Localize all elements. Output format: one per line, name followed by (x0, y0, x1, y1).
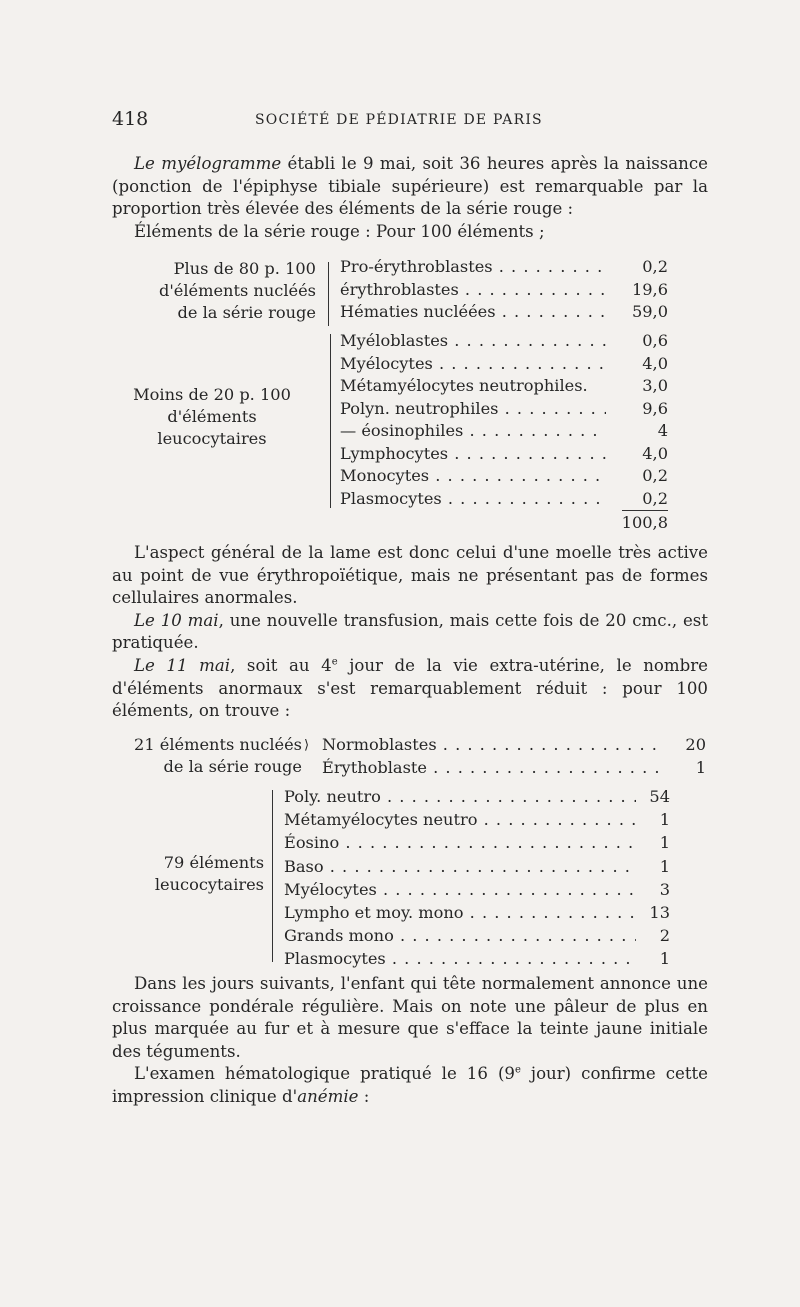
date-month: mai (187, 610, 219, 630)
table-row-label: Érythoblaste . . . (322, 757, 660, 779)
group-label-line: d'éléments (167, 407, 257, 426)
running-title: SOCIÉTÉ DE PÉDIATRIE DE PARIS (255, 112, 543, 128)
table-row-value: 1 (659, 833, 670, 853)
table-row-label: Plasmocytes . . . (340, 488, 606, 510)
paragraph-text: : (358, 1086, 370, 1106)
paragraph-text: jour) confirme cette impression clinique d' (112, 1064, 708, 1106)
group-label-line: de la série rouge (163, 757, 302, 776)
table-row-value: 4,0 (642, 443, 668, 463)
table-row-value: 54 (649, 787, 670, 806)
group-label-line: de la série rouge (177, 303, 316, 322)
table1-white-group-label (106, 384, 318, 450)
table-row-value: 3,0 (642, 376, 668, 395)
page-number: 418 (112, 108, 149, 130)
group-label-line: leucocytaires (154, 875, 264, 894)
table-row-label: Myéloblastes . . . (340, 330, 606, 352)
table-row-value: 1 (695, 757, 706, 777)
date-lead: Le 11 (134, 655, 188, 675)
table-row-value: 1 (659, 949, 670, 969)
date-lead: Le 10 (134, 610, 182, 630)
paragraph-text: L'examen hématologique pratiqué le 16 (9 (134, 1064, 515, 1084)
intro-italic-lead: Le myélogramme (134, 154, 282, 173)
table-row-value: 3 (659, 879, 670, 899)
table1-red-brace (328, 262, 329, 326)
table2-red-group-label (112, 734, 302, 778)
table-row-label: Pro-érythroblastes . . . (340, 256, 606, 278)
body-paragraphs-2 (112, 973, 708, 1109)
table-row-label: Baso . . . (284, 856, 636, 878)
paragraph-may-11 (112, 655, 708, 723)
body-paragraphs-1 (112, 542, 708, 723)
table-row-label: Poly. neutro . . . (284, 786, 636, 808)
group-label-line: Plus de 80 p. 100 (173, 259, 316, 278)
table-row-label: Métamyélocytes neutro . . . (284, 809, 636, 831)
table2-white-brace (272, 790, 273, 962)
table-row-value: 0,6 (642, 331, 668, 350)
paragraph-general-aspect: L'aspect général de la lame est donc celui d'une moelle très active au point de vue érythropoïétique, mais ne présentant pas de formes cellulaires anormales. (112, 543, 708, 608)
superscript: e (514, 1064, 521, 1076)
table-row-label: Monocytes . . . (340, 465, 606, 487)
paragraph-hematology-exam (112, 1063, 708, 1108)
superscript: e (331, 656, 338, 668)
table-row-label: Lympho et moy. mono . . . (284, 902, 636, 924)
date-month: mai (199, 655, 231, 675)
paragraph-text: jour de la vie extra-utérine, le nombre d'éléments anormaux s'est remarquablement réduit : pour 100 éléments, on trouve : (112, 655, 709, 721)
table2-white-group-label (112, 852, 264, 896)
group-label-line: d'éléments nucléés (158, 281, 316, 300)
table-row-label: Grands mono . . . (284, 925, 636, 947)
table-row-label: Hématies nucléées . . . (340, 301, 606, 323)
table-row-value: 0,2 (642, 257, 668, 276)
group-label-line: Moins de 20 p. 100 (133, 385, 291, 404)
table-row-value: 1 (659, 856, 670, 876)
italic-word: anémie (297, 1086, 359, 1106)
table1-white-brace (330, 334, 331, 508)
table-row-label: Polyn. neutrophiles . . . (340, 398, 606, 420)
table-row-label: Métamyélocytes neutrophiles. (340, 376, 588, 395)
table-row-value: 4,0 (642, 353, 668, 373)
table-row-label: Éosino . . . (284, 832, 636, 854)
table-row-label: Plasmocytes . . . (284, 948, 636, 970)
table1-red-group-label (112, 258, 316, 324)
table-row-label: Myélocytes . . . (284, 879, 636, 901)
table-row-value: 0,2 (642, 488, 668, 508)
paragraph-may-10 (112, 610, 708, 655)
table-row-value: 19,6 (631, 279, 668, 299)
paragraph-text: , soit au 4 (230, 655, 332, 675)
table-row-value: 13 (649, 903, 670, 922)
group-label-line: 79 éléments (163, 853, 264, 872)
table-row-label: Lymphocytes . . . (340, 443, 606, 465)
table-row-value: 20 (685, 735, 706, 754)
table1-total: 100,8 (621, 513, 668, 532)
paragraph-text: , une nouvelle transfusion, mais cette fois de 20 cmc., est pratiquée. (112, 610, 708, 653)
table2-red-brace: ⟩ (304, 738, 310, 753)
table-row-value: 1 (659, 810, 670, 830)
table-row-label: érythroblastes . . . (340, 279, 606, 301)
table-row-value: 59,0 (631, 302, 668, 321)
table-row-value: 9,6 (642, 398, 668, 418)
table-row-label: Myélocytes . . . (340, 353, 606, 375)
table-row-value: 2 (659, 926, 670, 946)
table-row-label: — éosinophiles . . . (340, 420, 606, 442)
table-row-value: 0,2 (642, 466, 668, 485)
intro-line2: Éléments de la série rouge : Pour 100 éléments ; (134, 221, 545, 241)
table1-total-rule (622, 510, 668, 511)
table-row-label: Normoblastes . . . (322, 734, 660, 756)
group-label-line: leucocytaires (157, 429, 267, 448)
paragraph-following-days: Dans les jours suivants, l'enfant qui tête normalement annonce une croissance pondérale régulière. Mais on note une pâleur de plus en plus marquée au fur et à mesure que s'efface la teinte jaune initiale des téguments. (112, 974, 708, 1061)
intro-text: établi le 9 mai, soit 36 heures après la naissance (ponction de l'épiphyse tibiale supérieure) est remarquable par la proportion très élevée des éléments de la série rouge : (112, 154, 708, 219)
table-row-value: 4 (657, 421, 668, 440)
intro-paragraph (112, 153, 708, 243)
group-label-line: 21 éléments nucléés (134, 735, 302, 754)
